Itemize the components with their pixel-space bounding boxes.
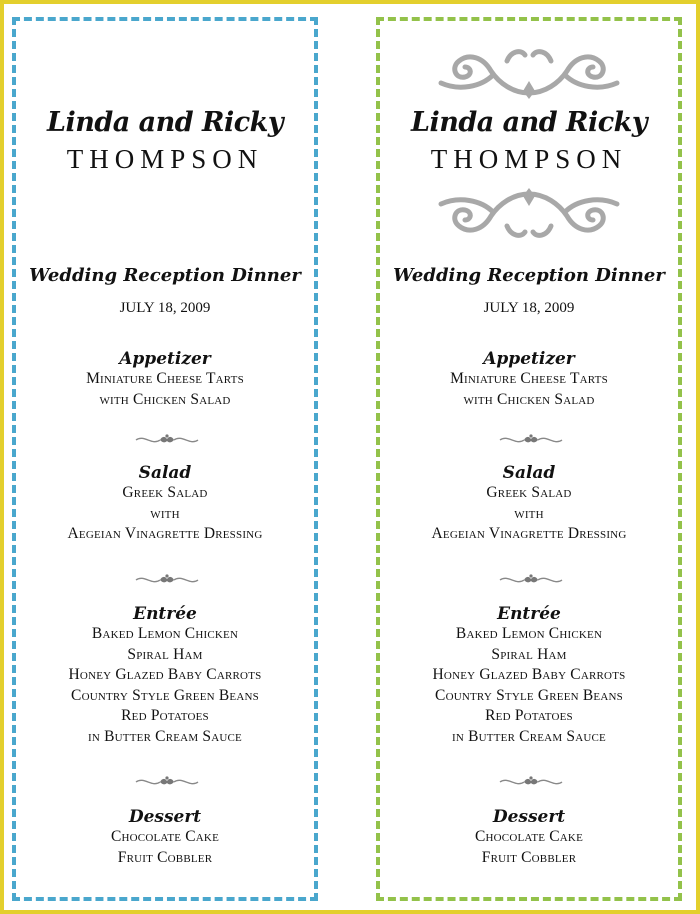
flourish-divider-icon [498,431,564,449]
course-title: Entrée [497,604,561,624]
menu-item: Aegeian Vinagrette Dressing [431,525,627,542]
course-dessert [16,807,314,868]
menu-item: Greek Salad [486,484,572,501]
menu-item: Miniature Cheese Tarts [86,370,244,387]
course-entree [16,604,314,747]
course-entree [380,604,678,747]
flourish-divider-icon [498,571,564,589]
course-title: Appetizer [483,349,575,369]
menu-item: Country Style Green Beans [435,686,623,704]
menu-item: in Butter Cream Sauce [88,727,242,745]
flourish-divider-icon [134,431,200,449]
menu-item: Chocolate Cake [110,828,219,845]
menu-item: Miniature Cheese Tarts [450,370,608,387]
event-title: Wedding Reception Dinner [29,265,301,286]
menu-card-left [12,17,318,901]
menu-item: Chocolate Cake [474,828,583,845]
flourish-divider-icon [134,773,200,791]
couple-names: Linda and Ricky [410,107,648,138]
menu-item: Country Style Green Beans [71,686,259,704]
menu-item: with Chicken Salad [99,390,231,408]
menu-item: Honey Glazed Baby Carrots [68,666,262,683]
menu-item: Honey Glazed Baby Carrots [432,666,626,683]
flourish-divider-icon [498,773,564,791]
menu-item: Baked Lemon Chicken [91,625,239,642]
course-title: Appetizer [119,349,211,369]
menu-item: Baked Lemon Chicken [455,625,603,642]
event-date: JULY 18, 2009 [483,300,575,316]
menu-item: Fruit Cobbler [481,848,577,866]
couple-names: Linda and Ricky [46,107,284,138]
menu-item: Spiral Ham [127,645,203,663]
menu-item: Fruit Cobbler [117,848,213,866]
course-title: Dessert [492,807,566,827]
course-salad [16,463,314,545]
scroll-ornament-bottom-icon [433,186,625,244]
scroll-ornament-top-icon [433,43,625,101]
course-appetizer [16,349,314,410]
menu-item: Greek Salad [122,484,208,501]
course-title: Dessert [128,807,202,827]
menu-item: with Chicken Salad [463,390,595,408]
menu-item: in Butter Cream Sauce [452,727,606,745]
menu-item: with [514,504,544,522]
flourish-divider-icon [134,571,200,589]
course-title: Entrée [133,604,197,624]
menu-item: with [150,504,180,522]
menu-item: Spiral Ham [491,645,567,663]
menu-card-right [376,17,682,901]
course-appetizer [380,349,678,410]
course-title: Salad [502,463,556,483]
couple-surname: THOMPSON [66,144,264,174]
couple-surname: THOMPSON [430,144,628,174]
course-title: Salad [138,463,192,483]
menu-item: Red Potatoes [121,707,209,724]
course-salad [380,463,678,545]
menu-item: Red Potatoes [485,707,573,724]
menu-item: Aegeian Vinagrette Dressing [67,525,263,542]
event-title: Wedding Reception Dinner [393,265,665,286]
course-dessert [380,807,678,868]
event-date: JULY 18, 2009 [119,300,211,316]
